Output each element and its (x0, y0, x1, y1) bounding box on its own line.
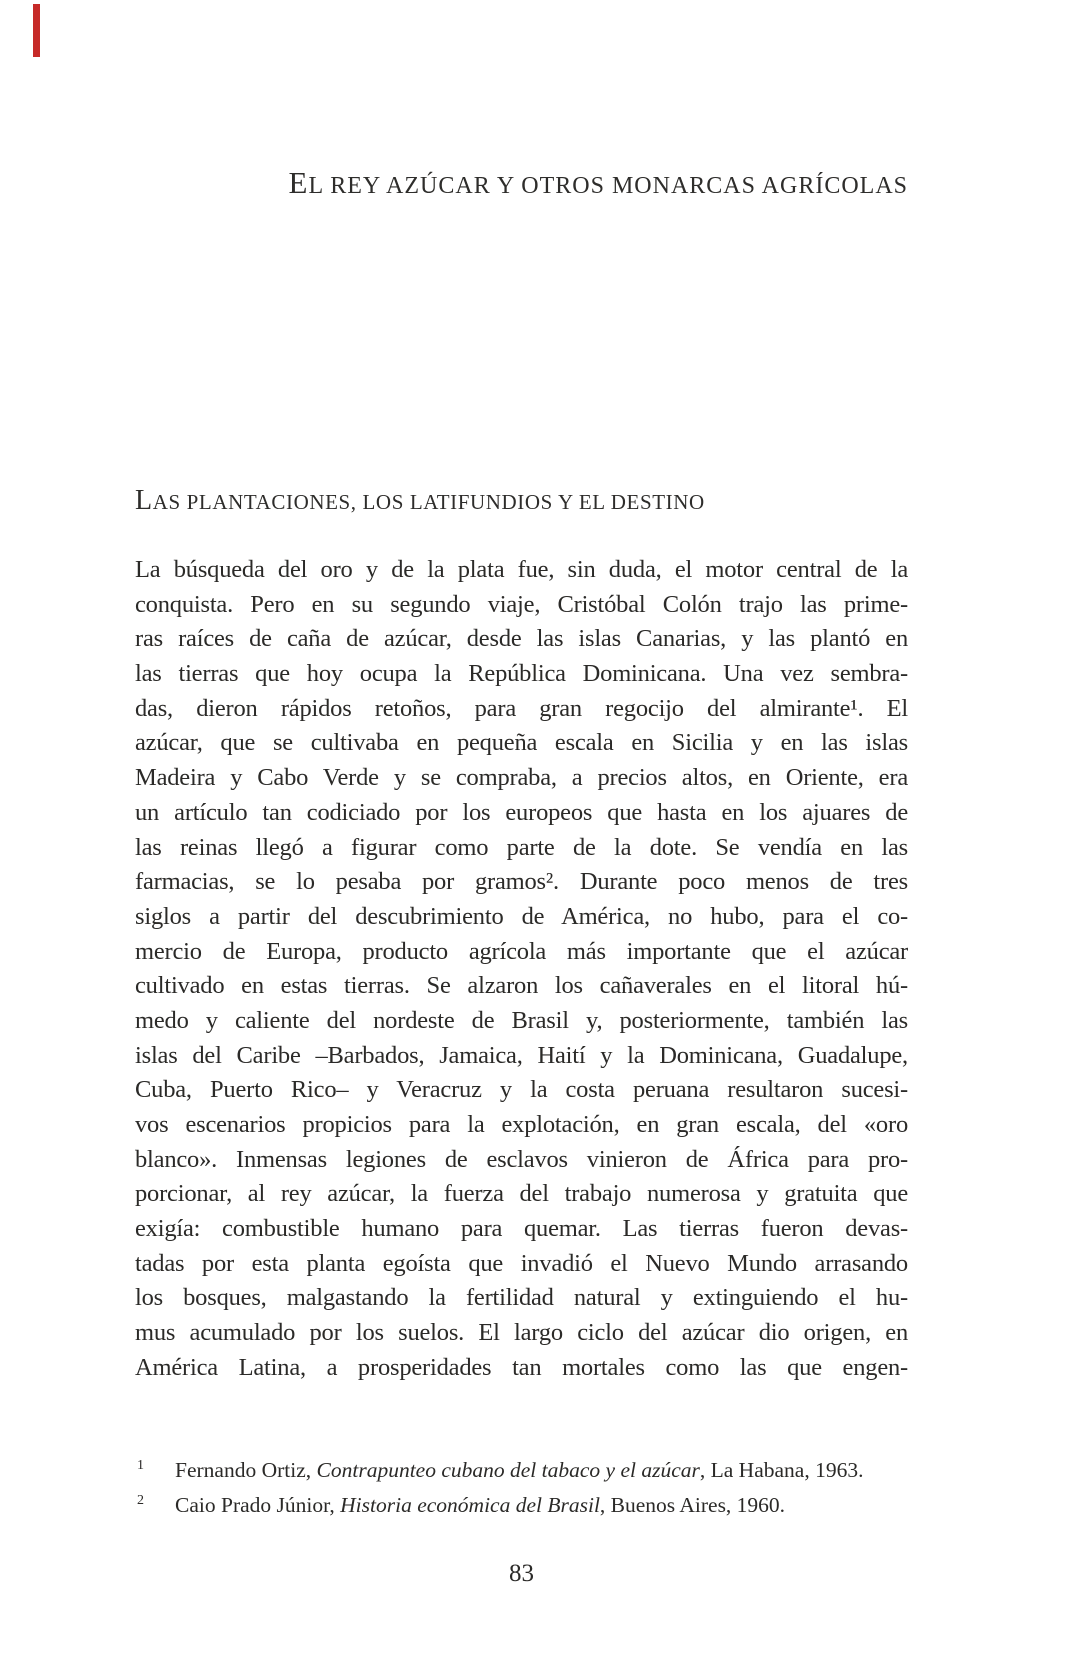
footnote-1 (135, 1453, 908, 1488)
text-line: das, dieron rápidos retoños, para gran regocijo del almirante¹. El (135, 694, 908, 722)
chapter-title (135, 163, 908, 205)
text-line: exigía: combustible humano para quemar. Las tierras fueron devas- (135, 1215, 908, 1243)
footnote-2-text (175, 1493, 785, 1517)
text-line: las reinas llegó a figurar como parte de la dote. Se vendía en las (135, 833, 908, 861)
footnote-1-number: 1 (137, 1458, 144, 1473)
text-line: mercio de Europa, producto agrícola más importante que el azúcar (135, 937, 908, 965)
footnote-2 (135, 1488, 908, 1523)
text-line: Madeira y Cabo Verde y se compraba, a precios altos, en Oriente, era (135, 764, 908, 792)
text-line: vos escenarios propicios para la explotación, en gran escala, del «oro (135, 1111, 908, 1138)
text-line: Cuba, Puerto Rico– y Veracruz y la costa peruana resultaron sucesi- (135, 1076, 908, 1104)
text-line: ras raíces de caña de azúcar, desde las islas Canarias, y las plantó en (135, 625, 908, 653)
footnote-1-publication: , La Habana, 1963. (699, 1458, 864, 1482)
text-line: cultivado en estas tierras. Se alzaron los cañaverales en el litoral hú- (135, 972, 908, 1000)
footnote-2-number: 2 (137, 1492, 144, 1508)
page-number: 83 (509, 1560, 534, 1587)
section-heading-rest: AS PLANTACIONES, LOS LATIFUNDIOS Y EL DESTINO (152, 490, 705, 514)
text-line: medo y caliente del nordeste de Brasil y, posteriormente, también las (135, 1006, 908, 1034)
body-paragraph (135, 553, 908, 1386)
footnotes (135, 1453, 908, 1522)
footnote-2-author: Caio Prado Júnior, (175, 1492, 341, 1517)
text-line: farmacias, se lo pesaba por gramos². Durante poco menos de tres (135, 868, 908, 896)
footnote-1-text (175, 1458, 863, 1482)
text-line: blanco». Inmensas legiones de esclavos vinieron de África para pro- (135, 1145, 908, 1173)
red-margin-mark (33, 4, 40, 57)
section-heading-initial: L (135, 485, 153, 516)
text-line: un artículo tan codiciado por los europeos que hasta en los ajuares de (135, 798, 908, 826)
footnote-1-title: Contrapunteo cubano del tabaco y el azúcar (316, 1458, 700, 1482)
text-line: azúcar, que se cultivaba en pequeña escala en Sicilia y en las islas (135, 729, 908, 757)
footnote-2-title: Historia económica del Brasil (340, 1492, 600, 1517)
text-line: islas del Caribe –Barbados, Jamaica, Haití y la Dominicana, Guadalupe, (135, 1041, 908, 1069)
text-line: las tierras que hoy ocupa la República Dominicana. Una vez sembra- (135, 660, 908, 688)
chapter-title-initial: E (288, 165, 309, 200)
text-line: conquista. Pero en su segundo viaje, Cristóbal Colón trajo las prime- (135, 590, 908, 618)
chapter-title-rest: L REY AZÚCAR Y OTROS MONARCAS AGRÍCOLAS (308, 173, 908, 199)
text-line: La búsqueda del oro y de la plata fue, sin duda, el motor central de la (135, 556, 908, 583)
text-line: América Latina, a prosperidades tan mortales como las que engen- (135, 1353, 908, 1381)
text-line: tadas por esta planta egoísta que invadió el Nuevo Mundo arrasando (135, 1249, 908, 1277)
text-line: los bosques, malgastando la fertilidad natural y extinguiendo el hu- (135, 1284, 908, 1312)
section-heading (135, 483, 908, 520)
text-line: porcionar, al rey azúcar, la fuerza del trabajo numerosa y gratuita que (135, 1180, 908, 1208)
footnote-2-publication: , Buenos Aires, 1960. (599, 1492, 786, 1517)
footnote-1-author: Fernando Ortiz, (175, 1458, 317, 1482)
text-line: mus acumulado por los suelos. El largo ciclo del azúcar dio origen, en (135, 1319, 908, 1347)
text-line: siglos a partir del descubrimiento de América, no hubo, para el co- (135, 902, 908, 930)
